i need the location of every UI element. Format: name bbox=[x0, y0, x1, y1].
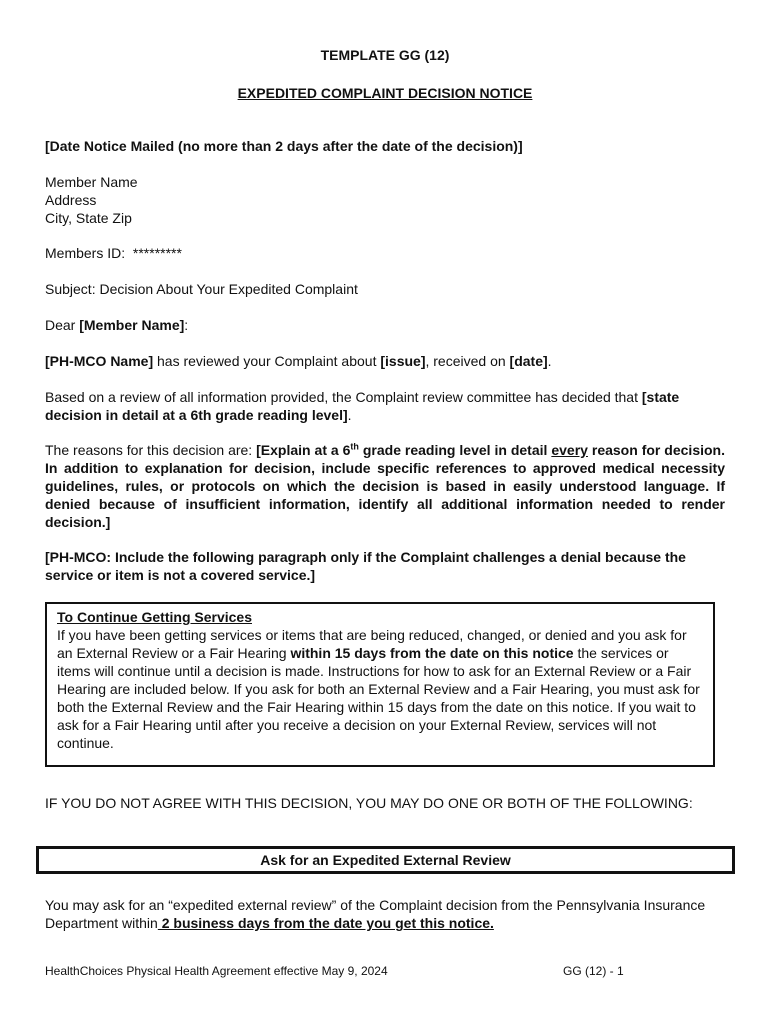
continue-services-heading: To Continue Getting Services bbox=[57, 609, 252, 625]
date-placeholder: [date] bbox=[509, 353, 548, 369]
city-state-zip-line: City, State Zip bbox=[45, 210, 132, 226]
footer-left: HealthChoices Physical Health Agreement effective May 9, 2024 bbox=[45, 964, 388, 978]
page-footer bbox=[45, 962, 725, 980]
address-block bbox=[45, 173, 725, 227]
continue-text-2: the services or items will continue until a decision is made. Instructions for how to ask for an External Review or a Fair Hearing are included below. If you ask for both an External Review and a Fair Hearing, you must ask for both the External Review and the Fair Hearing within 15 days from the date on this notice. If you wait to ask for a Fair Hearing until after you receive a decision on your External Review, services will not continue. bbox=[57, 645, 700, 751]
continue-text-1: If you have been getting services or items that are being reduced, changed, or denied and you ask for an External Review or a Fair Hearing bbox=[57, 627, 687, 661]
decision-placeholder: [state decision in detail at a 6th grade reading level] bbox=[45, 389, 680, 423]
external-bold: 2 business days from the date you get this notice. bbox=[157, 915, 494, 931]
issue-placeholder: [issue] bbox=[380, 353, 426, 369]
reasons-superscript: th bbox=[350, 441, 359, 452]
reasons-every-word: every bbox=[551, 442, 588, 458]
review-text-2: , received on bbox=[425, 353, 510, 369]
reasons-paragraph bbox=[45, 441, 725, 531]
reasons-text-1: The reasons for this decision are: bbox=[45, 442, 257, 458]
footer-page-number: GG (12) - 1 bbox=[563, 964, 624, 978]
reasons-bold-3: reason for decision. In addition to explanation for decision, include specific references to approved medical necessity guidelines, rules, or protocols on which the decision is based in easily understood language. If denied because of insufficient information, identify all additional information needed to render decision.] bbox=[45, 442, 725, 530]
member-id-line bbox=[45, 244, 725, 262]
review-text-1: has reviewed your Complaint about bbox=[153, 353, 381, 369]
member-id-label: Members ID: bbox=[45, 245, 126, 261]
review-paragraph bbox=[45, 352, 725, 370]
continue-bold: within 15 days from the date on this notice bbox=[290, 645, 574, 661]
decision-paragraph bbox=[45, 388, 725, 424]
external-text-1: You may ask for an “expedited external review” of the Complaint decision from the Pennsylvania Insurance Department within bbox=[45, 897, 706, 931]
external-review-paragraph bbox=[45, 896, 725, 932]
decision-text-2: . bbox=[347, 407, 352, 423]
mco-instruction-note: [PH-MCO: Include the following paragraph only if the Complaint challenges a denial because the service or item is not a covered service.] bbox=[45, 549, 686, 583]
external-review-heading-box: Ask for an Expedited External Review bbox=[36, 846, 735, 874]
address-line: Address bbox=[45, 192, 97, 208]
salutation-suffix: : bbox=[184, 317, 189, 333]
subject-line: Subject: Decision About Your Expedited Complaint bbox=[45, 281, 358, 297]
reasons-bold-2: grade reading level in detail bbox=[358, 442, 552, 458]
review-text-3: . bbox=[547, 353, 552, 369]
mco-name: [PH-MCO Name] bbox=[45, 353, 154, 369]
salutation bbox=[45, 316, 725, 334]
disagree-paragraph: IF YOU DO NOT AGREE WITH THIS DECISION, YOU MAY DO ONE OR BOTH OF THE FOLLOWING: bbox=[45, 795, 693, 811]
salutation-name: [Member Name] bbox=[79, 317, 185, 333]
continue-services-box bbox=[45, 602, 715, 767]
document-title: EXPEDITED COMPLAINT DECISION NOTICE bbox=[237, 85, 533, 101]
date-line: [Date Notice Mailed (no more than 2 days after the date of the decision)] bbox=[45, 138, 523, 154]
member-id-value: ********* bbox=[132, 245, 182, 261]
reasons-bold-1: [Explain at a 6 bbox=[256, 442, 351, 458]
member-name-line: Member Name bbox=[45, 174, 138, 190]
decision-text-1: Based on a review of all information provided, the Complaint review committee has decided that bbox=[45, 389, 642, 405]
continue-services-text bbox=[57, 626, 705, 752]
template-label: TEMPLATE GG (12) bbox=[320, 47, 450, 63]
salutation-prefix: Dear bbox=[45, 317, 80, 333]
